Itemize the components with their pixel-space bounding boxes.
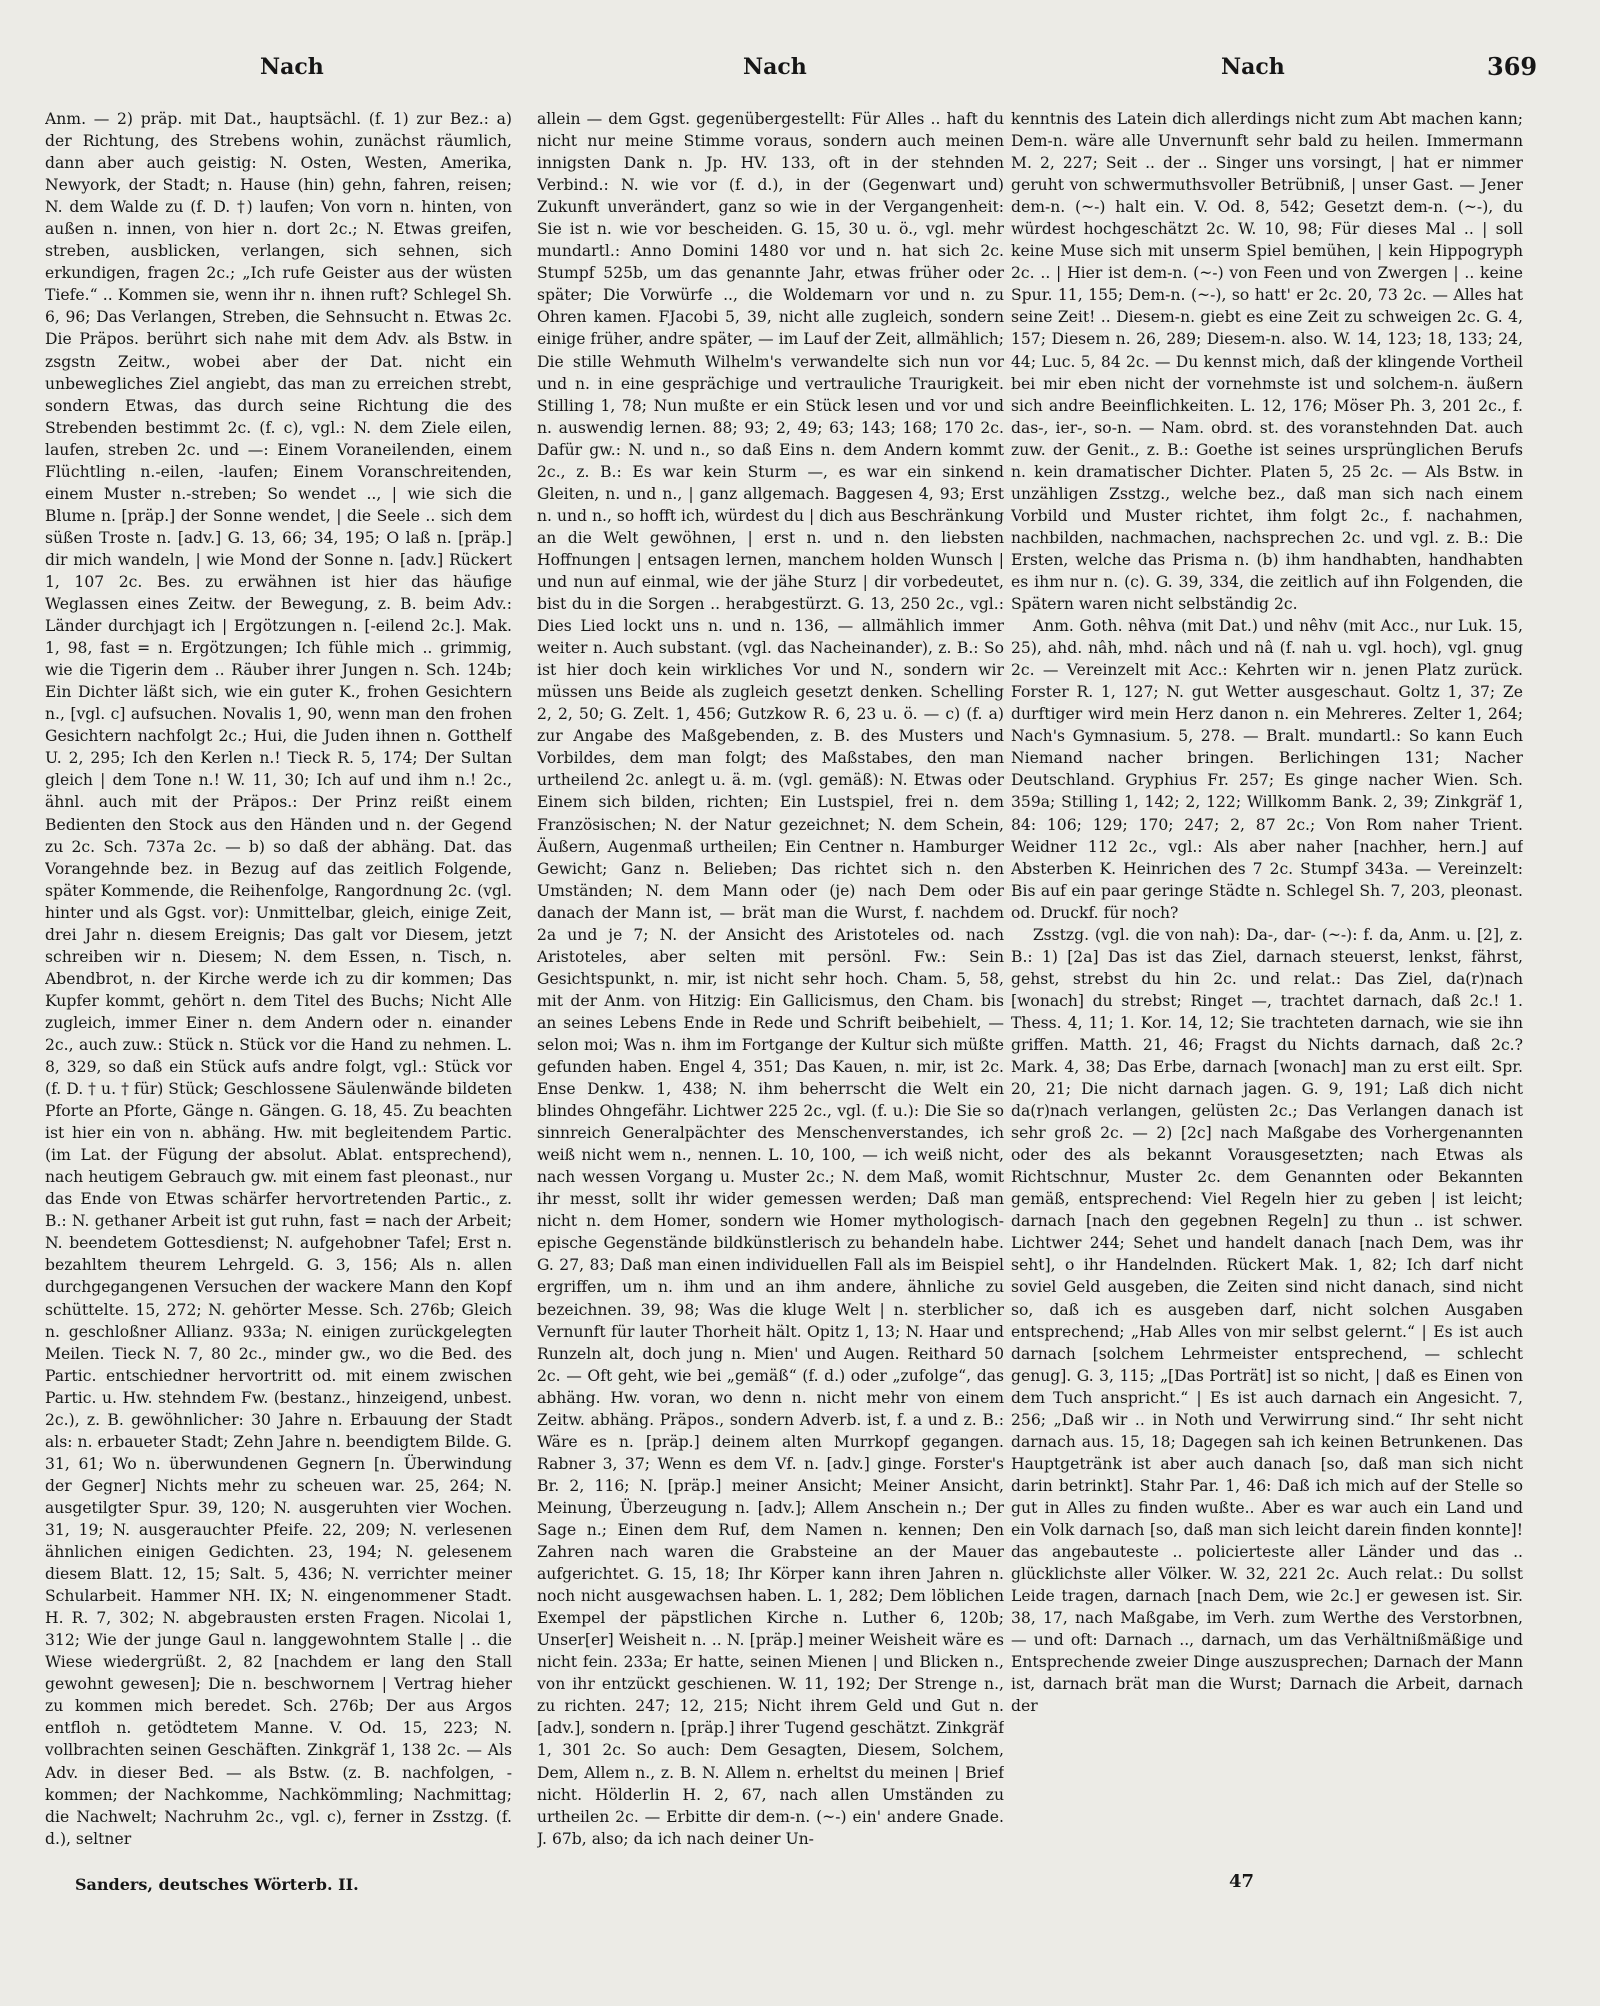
footer-signature-number: 47 xyxy=(1229,1871,1255,1892)
header-left-catchword: Nach xyxy=(260,54,324,80)
column-right xyxy=(1011,108,1523,1870)
column-left-paragraph: Anm. — 2) präp. mit Dat., hauptsächl. (f. 1) zur Bez.: a) der Richtung, des Strebens wohin, zunächst räumlich, dann aber auch geistig: N. Osten, Westen, Amerika, Newyork, der Stadt; n. Hause (hin) gehn, fahren, reisen; N. dem Walde zu (f. D. †) laufen; Von vorn n. hinten, von außen n. innen, von hier n. dort 2c.; N. Etwas greifen, streben, ausblicken, verlangen, sich sehnen, sich erkundigen, fragen 2c.; „Ich rufe Geister aus der wüsten Tiefe.“ .. Kommen sie, wenn ihr n. ihnen ruft? Schlegel Sh. 6, 96; Das Verlangen, Streben, die Sehnsucht n. Etwas 2c. Die Präpos. berührt sich nahe mit dem Adv. als Bstw. in zsgstn Zeitw., wobei aber der Dat. nicht ein unbewegliches Ziel angiebt, das man zu erreichen strebt, sondern Etwas, das durch seine Richtung die des Strebenden bestimmt 2c. (f. c), vgl.: N. dem Ziele eilen, laufen, streben 2c. und —: Einem Voraneilenden, einem Flüchtling n.-eilen, -laufen; Einem Voranschreitenden, einem Muster n.-streben; So wendet .., | wie sich die Blume n. [präp.] der Sonne wendet, | die Seele .. sich dem süßen Troste n. [adv.] G. 13, 66; 34, 195; O laß n. [präp.] dir mich wandeln, | wie Mond der Sonne n. [adv.] Rückert 1, 107 2c. Bes. zu erwähnen ist hier das häufige Weglassen eines Zeitw. der Bewegung, z. B. beim Adv.: Länder durchjagt ich | Ergötzungen n. [-eilend 2c.]. Mak. 1, 98, fast = n. Ergötzungen; Ich fühle mich .. grimmig, wie die Tigerin dem .. Räuber ihrer Jungen n. Sch. 124b; Ein Dichter läßt sich, wie ein guter K., frohen Gesichtern n., [vgl. c] aufsuchen. Novalis 1, 90, wenn man den frohen Gesichtern nachfolgt 2c.; Hui, die Juden ihnen n. Gotthelf U. 2, 295; Ich den Kerlen n.! Tieck R. 5, 174; Der Sultan gleich | dem Tone n.! W. 11, 30; Ich auf und ihm n.! 2c., ähnl. auch mit der Präpos.: Der Prinz reißt einem Bedienten den Stock aus den Händen und n. der Gegend zu 2c. Sch. 737a 2c. — b) so daß der abhäng. Dat. das Vorangehnde bez. in Bezug auf das zeitlich Folgende, später Kommende, die Reihenfolge, Rangordnung 2c. (vgl. hinter und als Ggst. vor): Unmittelbar, gleich, einige Zeit, drei Jahr n. diesem Ereignis; Das galt vor Diesem, jetzt schreiben wir n. Diesem; N. dem Essen, n. Tisch, n. Abendbrot, n. der Kirche werde ich zu dir kommen; Das Kupfer kommt, gehört n. dem Titel des Buchs; Nicht Alle zugleich, immer Einer n. dem Andern oder n. einander 2c., auch zuw.: Stück n. Stück vor die Hand zu nehmen. L. 8, 329, so daß ein Stück aufs andre folgt, vgl.: Stück vor (f. D. † u. † für) Stück; Geschlossene Säulenwände bildeten Pforte an Pforte, Gänge n. Gängen. G. 18, 45. Zu beachten ist hier ein von n. abhäng. Hw. mit begleitendem Partic. (im Lat. der Fügung der absolut. Ablat. entsprechend), nach heutigem Gebrauch gw. mit einem fast pleonast., nur das Ende von Etwas schärfer hervortretenden Partic., z. B.: N. gethaner Arbeit ist gut ruhn, fast = nach der Arbeit; N. beendetem Gottesdienst; N. aufgehobner Tafel; Erst n. bezahltem theurem Lehrgeld. G. 3, 156; Als n. allen durchgegangenen Versuchen der wackere Mann den Kopf schüttelte. 15, 272; N. gehörter Messe. Sch. 276b; Gleich n. geschloßner Allianz. 933a; N. einigen zurückgelegten Meilen. Tieck N. 7, 80 2c., minder gw., wo die Bed. des Partic. entschiedner hervortritt od. mit einem zwischen Partic. u. Hw. stehndem Fw. (bestanz., hinzeigend, unbest. 2c.), z. B. gewöhnlicher: 30 Jahre n. Erbauung der Stadt als: n. erbaueter Stadt; Zehn Jahre n. beendigtem Bilde. G. 31, 61; Wo n. überwundenen Gegnern [n. Überwindung der Gegner] Nichts mehr zu scheuen war. 25, 264; N. ausgetilgter Spur. 39, 120; N. ausgeruhten vier Wochen. 31, 19; N. ausgerauchter Pfeife. 22, 209; N. verlesenen ähnlichen einigen Gedichten. 23, 194; N. gelesenem diesem Blatt. 12, 15; Salt. 5, 436; N. verrichter meiner Schularbeit. Hammer NH. IX; N. eingenommener Stadt. H. R. 7, 302; N. abgebrausten ersten Fragen. Nicolai 1, 312; Wie der junge Gaul n. langgewohntem Stalle | .. die Wiese wiedergrüßt. 2, 82 [nachdem er lang den Stall gewohnt gewesen]; Die n. beschwornem | Vertrag hieher zu kommen mich beredet. Sch. 276b; Der aus Argos entfloh n. getödtetem Manne. V. Od. 15, 223; N. vollbrachten seinen Geschäften. Zinkgräf 1, 138 2c. — Als Adv. in dieser Bed. — als Bstw. (z. B. nachfolgen, -kommen; der Nachkomme, Nachkömmling; Nachmittag; die Nachwelt; Nachruhm 2c., vgl. c), ferner in Zsstzg. (f. d.), seltner xyxy=(45,110,512,1848)
column-right-paragraph: Zsstzg. (vgl. die von nah): Da-, dar- (~-): f. da, Anm. u. [2], z. B.: 1) [2a] Das ist das Ziel, darnach steuerst, lenkst, fährst, gehst, strebst du hin 2c. und relat.: Das Ziel, da(r)nach [wonach] du strebst; Ringet —, trachtet darnach, daß 2c.! 1. Thess. 4, 11; 1. Kor. 14, 12; Sie trachteten darnach, wie sie ihn griffen. Matth. 21, 46; Fragst du Nichts darnach, daß 2c.? Mark. 4, 38; Das Erbe, darnach [wonach] man zu erst eilt. Spr. 20, 21; Die nicht darnach jagen. G. 9, 191; Laß dich nicht da(r)nach verlangen, gelüsten 2c.; Das Verlangen danach ist sehr groß 2c. — 2) [2c] nach Maßgabe des Vorhergenannten oder des als bekannt Vorausgesetzten; nach Etwas als Richtschnur, Muster 2c. dem Genannten oder Bekannten gemäß, entsprechend: Viel Regeln hier zu geben | ist leicht; darnach [nach den gegebnen Regeln] zu thun .. ist schwer. Lichtwer 244; Sehet und handelt danach [nach Dem, was ihr seht], o ihr Handelnden. Rückert Mak. 1, 82; Ich darf nicht soviel Geld ausgeben, die Zeiten sind nicht danach, sind nicht so, daß ich es ausgeben darf, nicht solchen Ausgaben entsprechend; „Hab Alles von mir selbst gelernt.“ | Es ist auch darnach [solchem Lehrmeister entsprechend, — schlecht genug]. G. 3, 115; „[Das Porträt] ist so nicht, | daß es Einen von dem Tuch anspricht.“ | Es ist auch darnach ein Angesicht. 7, 256; „Daß wir .. in Noth und Verwirrung sind.“ Ihr seht nicht darnach aus. 15, 18; Dagegen sah ich keinen Betrunkenen. Das Hauptgetränk ist aber auch danach [so, daß man sich nicht darin betrinkt]. Stahr Par. 1, 46: Daß ich mich auf der Stelle so gut in Alles zu finden wußte.. Aber es war auch ein Land und ein Volk darnach [so, daß man sich leicht darein finden konnte]! das angebauteste .. policierteste aller Länder und das .. glücklichste aller Völker. W. 32, 221 2c. Auch relat.: Du sollst Leide tragen, darnach [nach Dem, wie 2c.] er gewesen ist. Sir. 38, 17, nach Maßgabe, im Verh. zum Werthe des Verstorbnen, — und oft: Darnach .., darnach, um das Verhältnißmäßige und Entsprechende zweier Dinge auszusprechen; Darnach der Mann ist, darnach brät man die Wurst; Darnach die Arbeit, darnach der xyxy=(1011,925,1523,1716)
column-left xyxy=(45,108,512,1870)
page-number: 369 xyxy=(1487,52,1538,81)
footer-book-title: Sanders, deutsches Wörterb. II. xyxy=(75,1875,359,1894)
column-right-paragraph: kenntnis des Latein dich allerdings nicht zum Abt machen kann; Dem-n. wäre alle Unvernunft sehr bald zu heilen. Immermann M. 2, 227; Seit .. der .. Singer uns vorsingt, | hat er nimmer geruht von schwermuthsvoller Betrübniß, | unser Gast. — Jener dem-n. (~-) halt ein. V. Od. 8, 542; Gesetzt dem-n. (~-), du würdest hochgeschätzt 2c. W. 10, 98; Für dieses Mal .. | soll keine Muse sich mit unserm Spiel bemühen, | kein Hippogryph 2c. .. | Hier ist dem-n. (~-) von Feen und von Zwergen | .. keine Spur. 11, 155; Dem-n. (~-), so hatt' er 2c. 20, 73 2c. — Alles hat seine Zeit! .. Diesem-n. giebt es eine Zeit zu schweigen 2c. G. 4, 157; Diesem n. 26, 289; Diesem-n. also. W. 14, 123; 18, 133; 24, 44; Luc. 5, 84 2c. — Du kennst mich, daß der klingende Vortheil bei mir eben nicht der vornehmste ist und solchem-n. äußern sich andre Beeinflichkeiten. L. 12, 176; Möser Ph. 3, 201 2c., f. das-, ier-, so-n. — Nam. obrd. st. des voranstehnden Dat. auch zuw. der Genit., z. B.: Goethe ist seines ursprünglichen Berufs n. kein dramatischer Dichter. Platen 5, 25 2c. — Als Bstw. in unzähligen Zsstzg., welche bez., daß man sich nach einem Vorbild und Muster richtet, ihm folgt 2c., f. nachahmen, nachbilden, nachmachen, nachsprechen 2c. und vgl. z. B.: Die Ersten, welche das Prisma n. (b) ihm handhabten, handhabten es ihm nur n. (c). G. 39, 334, die zeitlich auf ihn Folgenden, die Spätern waren nicht selbständig 2c. xyxy=(1011,110,1523,614)
column-center xyxy=(537,108,1004,1870)
column-center-paragraph: allein — dem Ggst. gegenübergestellt: Für Alles .. haft du nicht nur meine Stimme voraus, sondern auch meinen innigsten Dank n. Jp. HV. 133, oft in der stehnden Verbind.: N. wie vor (f. d.), in der (Gegenwart und) Zukunft unverändert, ganz so wie in der Vergangenheit: Sie ist n. wie vor bescheiden. G. 15, 30 u. ö., vgl. mehr mundartl.: Anno Domini 1480 vor und n. hat sich 2c. Stumpf 525b, um das genannte Jahr, etwas früher oder später; Die Vorwürfe .., die Woldemarn vor und n. zu Ohren kamen. FJacobi 5, 39, nicht alle zugleich, sondern einige früher, andre später, — im Lauf der Zeit, allmählich; Die stille Wehmuth Wilhelm's verwandelte sich nun vor und n. in eine gesprächige und vertrauliche Traurigkeit. Stilling 1, 78; Nun mußte er ein Stück lesen und vor und n. auswendig lernen. 88; 93; 2, 49; 63; 143; 168; 170 2c. Dafür gw.: N. und n., so daß Eins n. dem Andern kommt 2c., z. B.: Es war kein Sturm —, es war ein sinkend Gleiten, n. und n., | ganz allgemach. Baggesen 4, 93; Erst n. und n., so hofft ich, würdest du | dich aus Beschränkung an die Welt gewöhnen, | erst n. und n. den liebsten Hoffnungen | entsagen lernen, manchem holden Wunsch | und nun auf einmal, wie der jähe Sturz | dir vorbedeutet, bist du in die Sorgen .. herabgestürzt. G. 13, 250 2c., vgl.: Dies Lied lockt uns n. und n. 136, — allmählich immer weiter n. Auch substant. (vgl. das Nacheinander), z. B.: So ist hier doch kein wirkliches Vor und N., sondern wir müssen uns Beide als zugleich gesetzt denken. Schelling 2, 2, 50; G. Zelt. 1, 456; Gutzkow R. 6, 23 u. ö. — c) (f. a) zur Angabe des Maßgebenden, z. B. des Musters und Vorbildes, dem man folgt; des Maßstabes, den man urtheilend 2c. anlegt u. ä. m. (vgl. gemäß): N. Etwas oder Einem sich bilden, richten; Ein Lustspiel, frei n. dem Französischen; N. der Natur gezeichnet; N. dem Schein, Äußern, Augenmaß urtheilen; Ein Centner n. Hamburger Gewicht; Ganz n. Belieben; Das richtet sich n. den Umständen; N. dem Mann oder (je) nach Dem oder danach der Mann ist, — brät man die Wurst, f. nachdem 2a und je 7; N. der Ansicht des Aristoteles od. nach Aristoteles, aber selten mit persönl. Fw.: Sein Gesichtspunkt, n. mir, ist nicht sehr hoch. Cham. 5, 58, mit der Anm. von Hitzig: Ein Gallicismus, den Cham. bis an seines Lebens Ende in Rede und Schrift beibehielt, — selon moi; Was n. ihm im Fortgange der Kultur sich müßte gefunden haben. Engel 4, 351; Das Kauen, n. mir, ist 2c. Ense Denkw. 1, 438; N. ihm beherrscht die Welt ein blindes Ohngefähr. Lichtwer 225 2c., vgl. (f. u.): Die Sie so sinnreich Generalpächter des Menschenverstandes, ich weiß nicht wem n., nennen. L. 10, 100, — ich weiß nicht, nach wessen Vorgang u. Muster 2c.; N. dem Maß, womit ihr messt, sollt ihr wider gemessen werden; Daß man nicht n. dem Homer, sondern wie Homer mythologisch-epische Gegenstände bildkünstlerisch zu behandeln habe. G. 27, 83; Daß man einen individuellen Fall als im Beispiel ergriffen, um n. ihm und an ihm andere, ähnliche zu bezeichnen. 39, 98; Was die kluge Welt | n. sterblicher Vernunft für lauter Thorheit hält. Opitz 1, 13; N. Haar und Runzeln alt, doch jung n. Mien' und Augen. Reithard 50 2c. — Oft geht, wie bei „gemäß“ (f. d.) oder „zufolge“, das abhäng. Hw. voran, wo denn n. nicht mehr von einem Zeitw. abhäng. Präpos., sondern Adverb. ist, f. a und z. B.: Wäre es n. [präp.] deinem alten Murrkopf gegangen. Rabner 3, 37; Wenn es dem Vf. n. [adv.] ginge. Forster's Br. 2, 116; N. [präp.] meiner Ansicht; Meiner Ansicht, Meinung, Überzeugung n. [adv.]; Allem Anschein n.; Der Sage n.; Einen dem Ruf, dem Namen n. kennen; Den Zahren nach waren die Grabsteine an der Mauer aufgerichtet. G. 15, 18; Ihr Körper kann ihren Jahren n. noch nicht ausgewachsen haben. L. 1, 282; Dem löblichen Exempel der päpstlichen Kirche n. Luther 6, 120b; Unser[er] Weisheit n. .. N. [präp.] meiner Weisheit wäre es nicht fein. 233a; Er hatte, seinen Mienen | und Blicken n., von ihr entzückt geschienen. W. 11, 192; Der Strenge n., zu richten. 247; 12, 215; Nicht ihrem Geld und Gut n. [adv.], sondern n. [präp.] ihrer Tugend geschätzt. Zinkgräf 1, 301 2c. So auch: Dem Gesagten, Diesem, Solchem, Dem, Allem n., z. B. N. Allem n. erheltst du meinen | Brief nicht. Hölderlin H. 2, 67, nach allen Umständen zu urtheilen 2c. — Erbitte dir dem-n. (~-) ein' andere Gnade. J. 67b, also; da ich nach deiner Un- xyxy=(537,110,1004,1848)
column-right-paragraph: Anm. Goth. nêhva (mit Dat.) und nêhv (mit Acc., nur Luk. 15, 25), ahd. nâh, mhd. nâch und nâ (f. nah u. vgl. hoch), vgl. gnug 2c. — Vereinzelt mit Acc.: Kehrten wir n. jenen Platz zurück. Forster R. 1, 127; N. gut Wetter ausgeschaut. Goltz 1, 37; Ze durftiger wird mein Herz danon n. ein Mehreres. Zelter 1, 264; Nach's Gymnasium. 5, 278. — Bralt. mundartl.: So kann Euch Niemand nacher bringen. Berlichingen 131; Nacher Deutschland. Gryphius Fr. 257; Es ginge nacher Wien. Sch. 359a; Stilling 1, 142; 2, 122; Willkomm Bank. 2, 39; Zinkgräf 1, 84: 106; 129; 170; 247; 2, 87 2c.; Von Rom naher Trient. Weidner 112 2c., vgl.: Als aber naher [nachher, hern.] auf Absterben K. Heinrichen des 7 2c. Stumpf 343a. — Vereinzelt: Bis auf ein paar geringe Städte n. Schlegel Sh. 7, 203, pleonast. od. Druckf. für noch? xyxy=(1011,617,1523,922)
header-center-catchword: Nach xyxy=(743,54,807,80)
header-right-catchword: Nach xyxy=(1221,54,1285,80)
